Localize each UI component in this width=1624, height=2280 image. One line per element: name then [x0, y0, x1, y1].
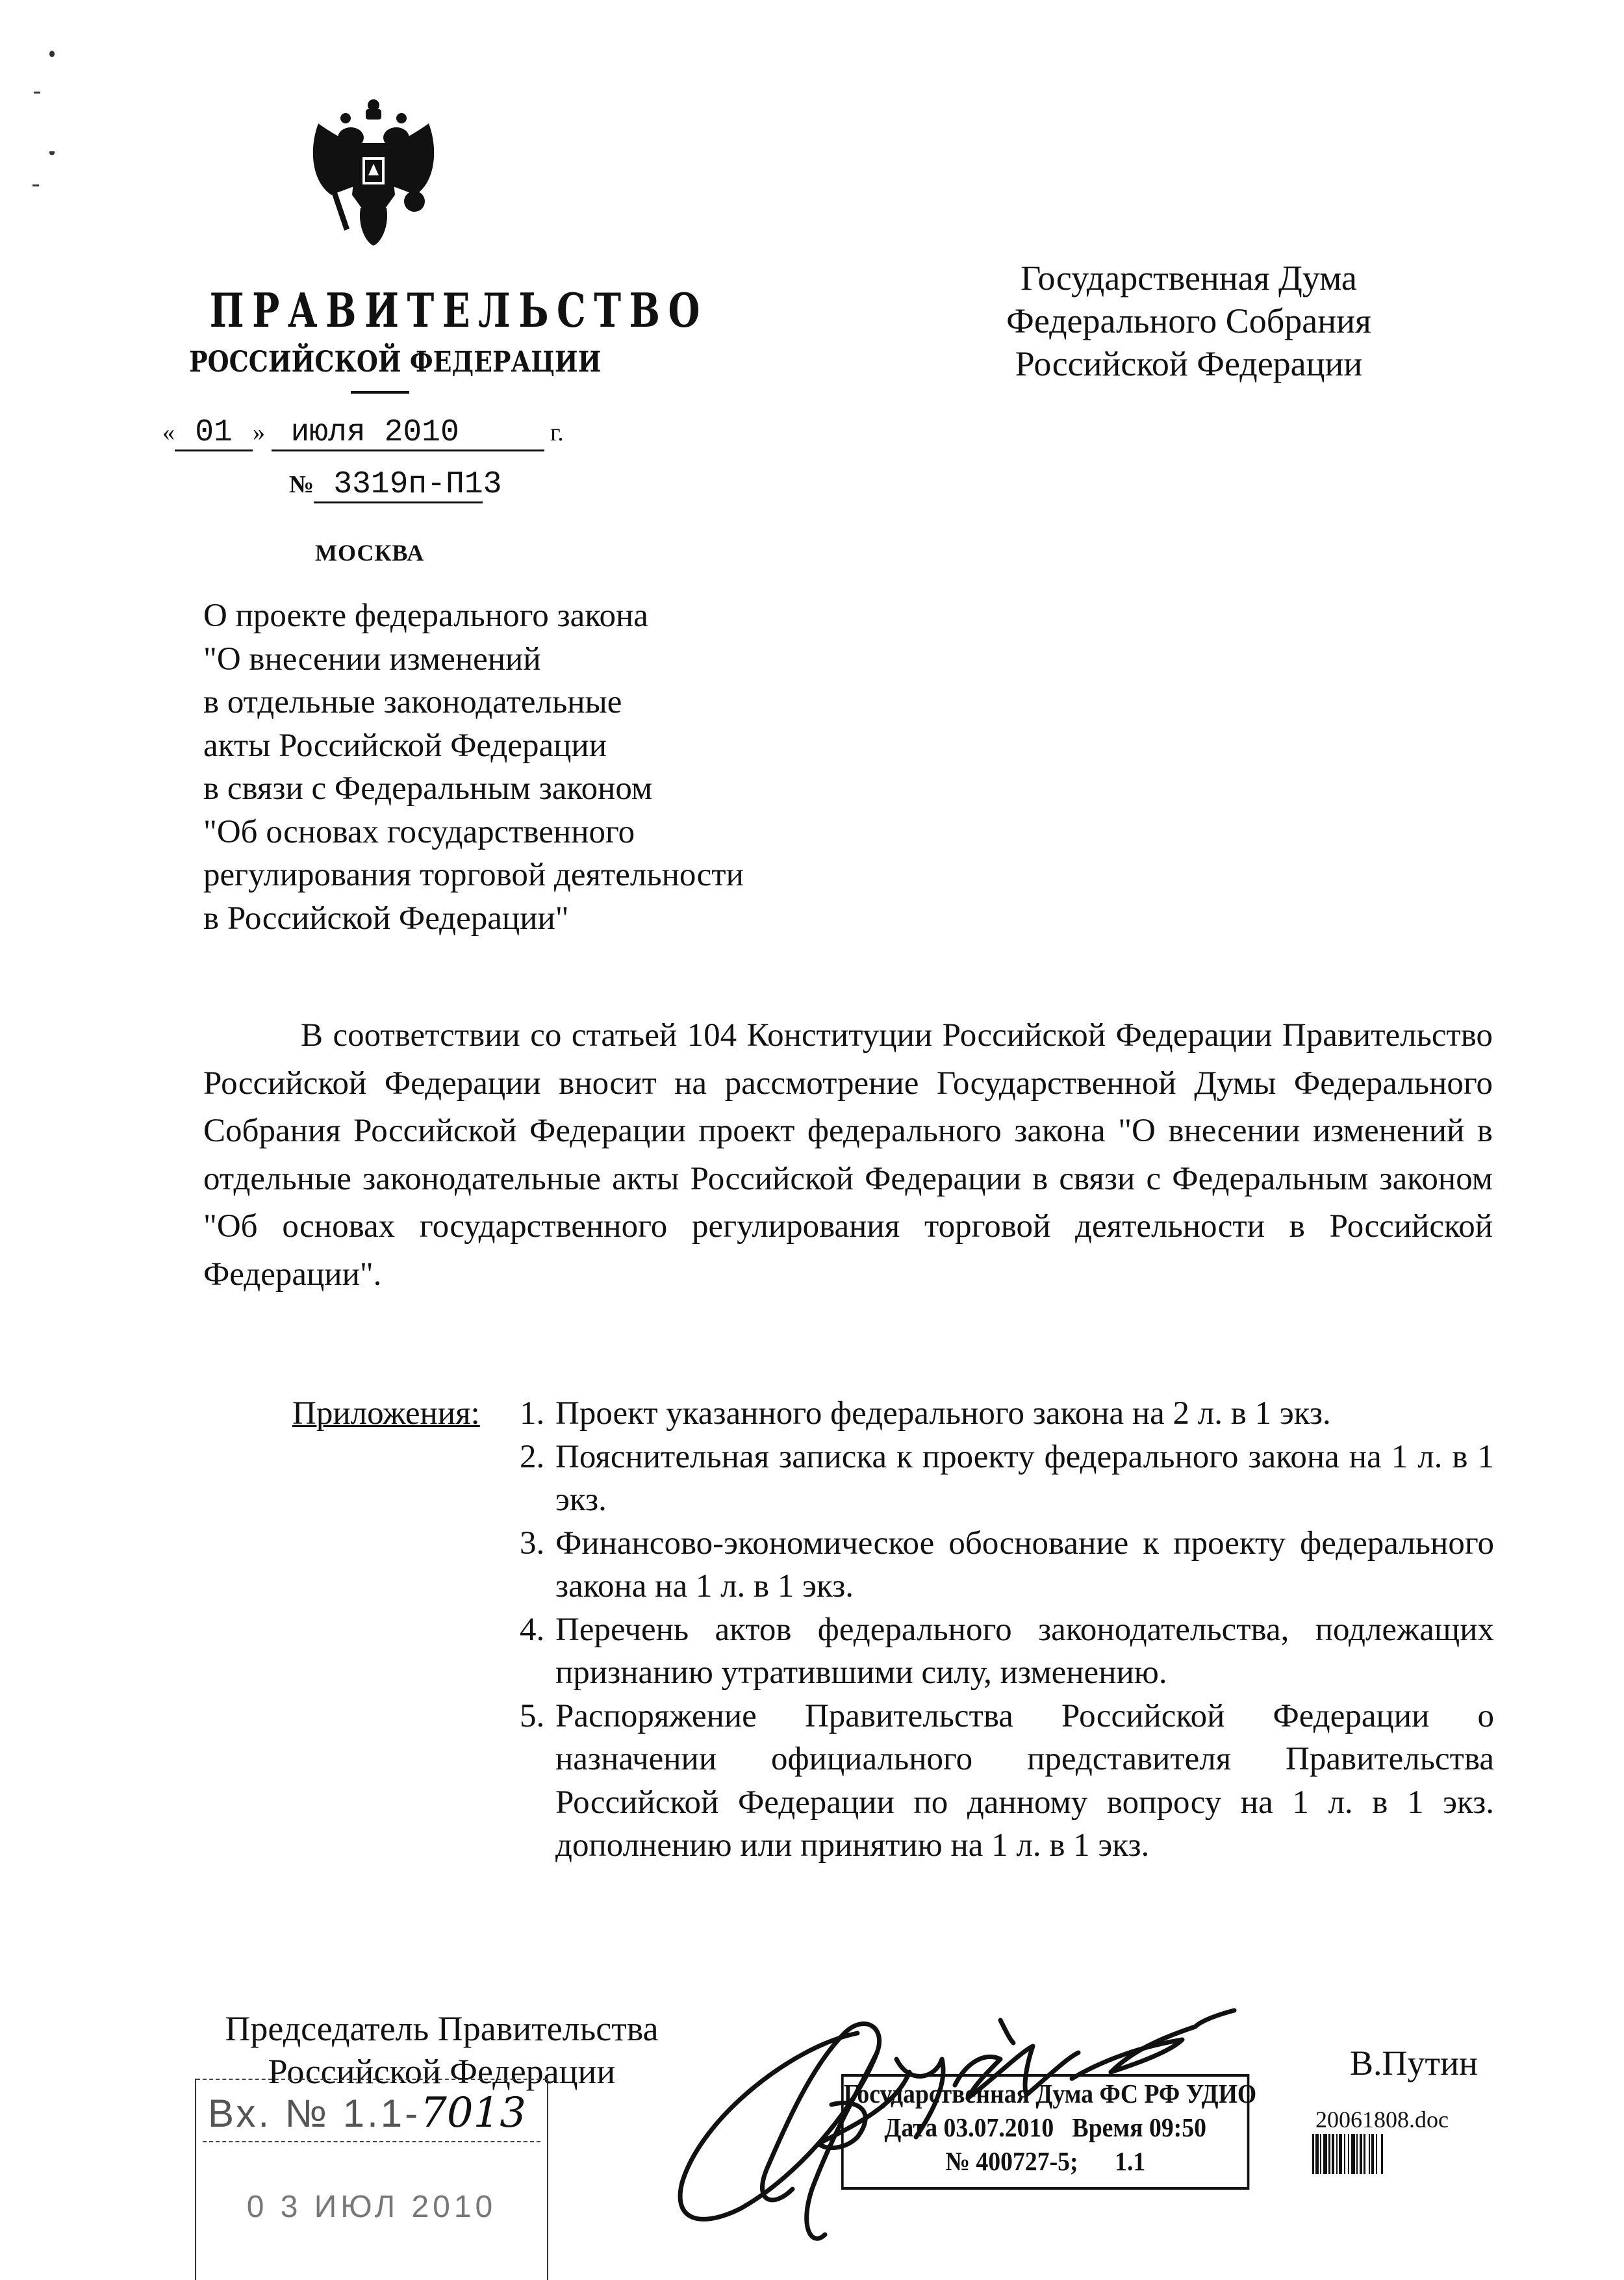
attachment-text: Проект указанного федерального закона на 2 л. в 1 экз. — [555, 1395, 1331, 1432]
subject-line: О проекте федерального закона — [203, 598, 648, 634]
incoming-number — [208, 2089, 526, 2137]
attachments-label: Приложения: — [292, 1395, 480, 1432]
attachment-item — [520, 1392, 1494, 1436]
state-emblem-icon — [305, 97, 442, 247]
org-title: ПРАВИТЕЛЬСТВО — [209, 283, 708, 338]
stamp-underline — [203, 2141, 540, 2142]
signer-title-line: Российской Федерации — [268, 2052, 616, 2091]
stamp-date-label: Дата — [884, 2112, 938, 2142]
stamp-time-label: Время — [1072, 2112, 1143, 2142]
date-day: 01 — [175, 416, 253, 451]
body-paragraph: В соответствии со статьей 104 Конституции Российской Федерации Правительство Российской Федерации вносит на рассмотрение Государственной Думы Федерального Собрания Российской Федерации проект федерального закона "О внесении изменений в отдельные законодательные акты Российской Федерации в связи с Федеральным законом "Об основах государственного регулирования торговой деятельности в Российской Федерации". — [203, 1017, 1493, 1293]
incoming-prefix: Вх. № 1.1- — [208, 2092, 421, 2135]
attachment-text: Распоряжение Правительства Российской Федерации о назначении официального представителя Правительства Российской Федерации по данному вопросу на 1 л. в 1 экз. дополнению или принятию на 1 л. в 1 экз. — [555, 1697, 1494, 1864]
subject-line: регулирования торговой деятельности — [203, 857, 744, 893]
incoming-handwritten-number: 7013 — [420, 2089, 526, 2137]
signer-title-line: Председатель Правительства — [225, 2009, 659, 2048]
attachment-number: 4. — [520, 1611, 545, 1648]
stamp-code: 1.1 — [1115, 2146, 1146, 2176]
addressee-line: Федерального Собрания — [1006, 301, 1371, 340]
attachment-item — [520, 1436, 1494, 1522]
attachment-item — [520, 1608, 1494, 1695]
stamp-number-label: № — [945, 2146, 970, 2176]
stamp-line: Государственная Дума ФС РФ УДИО — [843, 2079, 1257, 2109]
scan-artifact — [32, 184, 39, 186]
attachment-item — [520, 1695, 1494, 1868]
doc-filename: 20061808.doc — [1315, 2107, 1449, 2133]
attachment-number: 1. — [520, 1395, 545, 1432]
scan-artifact — [34, 92, 40, 94]
subject-line: "Об основах государственного — [203, 813, 635, 850]
document-number — [289, 467, 502, 503]
number-label: № — [289, 471, 314, 498]
addressee-line: Государственная Дума — [1021, 259, 1357, 298]
stamp-border — [196, 2079, 547, 2080]
scan-artifact — [49, 151, 55, 155]
date-month-year: июля 2010 — [272, 416, 544, 451]
attachment-item — [520, 1522, 1494, 1608]
stamp-number: 400727-5; — [976, 2146, 1078, 2176]
subject-block — [203, 594, 744, 940]
attachments-list — [520, 1392, 1494, 1868]
incoming-date: 0 3 ИЮЛ 2010 — [246, 2190, 497, 2224]
barcode-bar — [1383, 2134, 1384, 2174]
number-value: 3319п-П13 — [314, 468, 483, 503]
document-date — [162, 416, 564, 451]
attachment-text: Финансово-экономическое обоснование к проекту федерального закона на 1 л. в 1 экз. — [555, 1525, 1494, 1604]
attachment-number: 3. — [520, 1525, 545, 1562]
stamp-date: 03.07.2010 — [943, 2112, 1054, 2142]
attachment-text: Перечень актов федерального законодательства, подлежащих признанию утратившими силу, изменению. — [555, 1611, 1494, 1691]
signer-name: В.Путин — [1350, 2044, 1478, 2083]
city: МОСКВА — [315, 540, 425, 566]
addressee — [987, 257, 1390, 385]
handwritten-signature-icon — [663, 1975, 1257, 2254]
subject-line: акты Российской Федерации — [203, 727, 607, 764]
incoming-registration-stamp — [195, 2079, 548, 2280]
stamp-time: 09:50 — [1148, 2112, 1206, 2142]
scan-artifact — [49, 51, 55, 57]
barcode-icon — [1312, 2134, 1455, 2174]
addressee-line: Российской Федерации — [1015, 344, 1363, 383]
divider — [351, 391, 409, 394]
attachment-number: 5. — [520, 1697, 545, 1734]
org-subtitle: РОССИЙСКОЙ ФЕДЕРАЦИИ — [189, 346, 602, 379]
date-close-quote: » — [253, 419, 265, 446]
subject-line: в Российской Федерации" — [203, 900, 569, 937]
attachment-text: Пояснительная записка к проекту федерального закона на 1 л. в 1 экз. — [555, 1438, 1494, 1518]
subject-line: "О внесении изменений — [203, 640, 541, 678]
date-suffix: г. — [550, 419, 564, 446]
subject-line: в отдельные законодательные — [203, 684, 622, 720]
subject-line: в связи с Федеральным законом — [203, 770, 653, 807]
attachment-number: 2. — [520, 1438, 545, 1475]
date-open-quote: « — [162, 419, 175, 446]
